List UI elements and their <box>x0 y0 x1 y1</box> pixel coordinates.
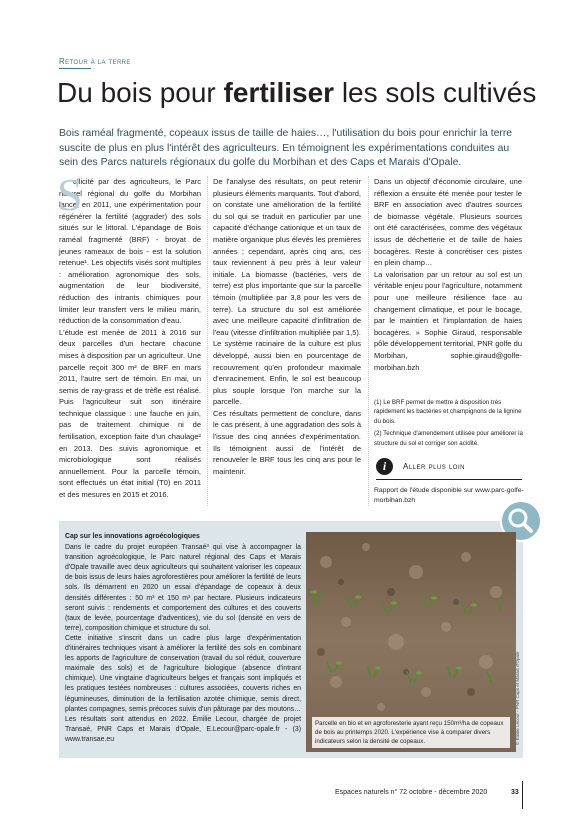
footnote: (1) Le BRF permet de mettre à disposition très rapidement les bactéries et champignons de la lignine du bois. <box>374 399 522 425</box>
paragraph: De l'analyse des résultats, on peut retenir plusieurs éléments marquants. Tout d'abord, on constate une amélioration de la fertilité du sol qui se traduit en particulier par une capacité d'échange cationique et un taux de matière organique plus élevés les premières années ; cependant, après cinq ans, ces taux reviennent à peu près à leur valeur initiale. La biomasse (bactéries, vers de terre) est plus importante que sur la parcelle témoin (multipliée par 3,8 pour les vers de terre). La structure du sol est améliorée avec une meilleure capacité d'infiltration de l'eau (vitesse d'infiltration multipliée par 1,5). Le système racinaire de la culture est plus développé, aussi bien en pourcentage de recouvrement qu'en profondeur maximale d'enracinement. Enfin, le sol est beaucoup plus souple lorsque l'on marche sur la parcelle. <box>213 177 361 407</box>
drop-cap: S <box>57 169 83 220</box>
article-title <box>57 76 537 110</box>
footnote: (2) Technique d'amendement utilisée pour améliorer la structure du sol et corriger son acidité. <box>374 430 523 447</box>
paragraph: Ces résultats permettent de conclure, dans le cas présent, à une aggradation des sols à l'issue des cinq années d'expérimentation. Ils témoignent aussi de l'intérêt de renouveler le BRF tous les cinq ans pour le maintenir. <box>213 408 361 476</box>
paragraph: L'étude est menée de 2011 à 2016 sur deux parcelles d'un hectare chacune mises à disposition par un agriculteur. Une parcelle reçoit 300 m² de BRF en mars 2011, l'autre sert de témoin. En mai, un semis de ray-grass et de trèfle est réalisé. Puis l'agriculteur suit son itinéraire technique classique : une fauche en juin, pas de traitement chimique ni de fertilisation, exception faite d'un chaulage² en 2013. Des suivis agronomique et microbiologique sont réalisés annuellement. Pour la parcelle témoin, sont effectués un état initial (T0) en 2011 et des mesures en 2015 et 2016. <box>59 327 201 500</box>
info-icon: i <box>376 458 393 475</box>
paragraph: Cette initiative s'inscrit dans un cadre plus large d'expérimentation d'itinéraires techniques visant à améliorer la fertilité des sols en combinant les apports de l'agriculture de conservation (travail du sol réduit, couverture maximale des sols) et de l'agriculture biologique (absence d'intrant chimique). Une vingtaine d'agriculteurs belges et français sont impliqués et les pratiques testées nombreuses : cultures associées, couverts riches en légumineuses, diminution de la fertilisation azotée chimique, semis direct, plantes compagnes, semis précoces suivis d'un pâturage par des moutons… Les résultats sont attendus en 2022. Émilie Lecour, chargée de projet Transaé, PNR Caps et Marais d'Opale, E.Lecour@parc-opale.fr - (3) www.transae.eu <box>65 634 301 743</box>
rubric-underline <box>59 68 91 69</box>
paragraph: Dans le cadre du projet européen Transaé³ qui vise à accompagner la transition agroécologique, le Parc naturel régional des Caps et Marais d'Opale travaille avec deux agriculteurs qui souhaitent valoriser les copeaux de bois issus de leurs haies agroforestières pour améliorer la fertilité de leurs sols. Ils démarrent en 2020 un essai d'épandage de copeaux à deux densités différentes : 50 m³ et 150 m³ par hectare. Plusieurs indicateurs seront suivis : rendements et comportement des cultures et des couverts (taux de levée, pourcentage d'adventices), vie du sol (densité en vers de terre), composition chimique et structure du sol. <box>65 544 301 632</box>
further-reading-rule <box>376 479 522 480</box>
page-number: 33 <box>511 789 519 796</box>
article-column-1 <box>57 169 201 501</box>
paragraph: La valorisation par un retour au sol est un véritable enjeu pour l'agriculture, notamment pour une meilleure résilience face au changement climatique, et pour le bocage, par le maintien et l'implantation de haies bocagères. » Sophie Giraud, responsable pôle développement territorial, PNR golfe du Morbihan, sophie.giraud@golfe-morbihan.bzh <box>374 269 522 372</box>
article-lead: Bois raméal fragmenté, copeaux issus de taille de haies…, l'utilisation du bois pour enrichir la terre suscite de plus en plus l'intérêt des agriculteurs. En témoignent les expérimentations conduites au sein des Parcs naturels régionaux du golfe du Morbihan et des Caps et Marais d'Opale. <box>59 128 513 168</box>
further-reading-title: Aller plus loin <box>403 462 465 471</box>
section-rubric: Retour à la terre <box>59 57 131 66</box>
footer-rule <box>522 781 523 809</box>
title-part-1: Du bois pour <box>57 77 224 108</box>
column-divider <box>207 176 208 506</box>
further-reading-text: Rapport de l'étude disponible sur www.parc-golfe-morbihan.bzh <box>374 487 524 504</box>
photo-credit: © Emilie Lecour - PNR Caps et Marais d'Opale <box>515 651 520 745</box>
title-part-2: les sols cultivés <box>334 77 537 108</box>
paragraph: Dans un objectif d'économie circulaire, une réflexion a ensuite été menée pour tester le BRF en association avec d'autres sources de biomasse végétale. Plusieurs sources ont été caractérisées, comme des végétaux issus de déchetterie et de taille de haies bocagères. Reste à concrétiser ces pistes en plein champ… <box>374 177 522 268</box>
article-column-3 <box>374 176 522 373</box>
sidebar-text <box>65 532 301 745</box>
footer-magazine: Espaces naturels n° 72 octobre - décembre 2020 <box>335 789 488 796</box>
article-column-2 <box>213 176 361 477</box>
title-bold-word: fertiliser <box>223 77 335 108</box>
footnotes <box>374 398 524 451</box>
paragraph: ollicité par des agriculteurs, le Parc naturel régional du golfe du Morbihan lance, en 2011, une expérimentation pour régénérer la fertilité (aggrader) des sols situés sur le littoral. L'épandage de Bois raméal fragmenté (BRF) - broyat de jeunes rameaux de bois - est la solution retenue¹. Les objectifs visés sont multiples : amélioration agronomique des sols, augmentation de leur biodiversité, réduction des intrants chimiques pour limiter leur transfert vers le milieu marin, réduction de la consommation d'eau. <box>59 177 201 326</box>
photo-caption: Parcelle en bio et en agroforesterie ayant reçu 150m³/ha de copeaux de bois au printemps 2020. L'expérience vise à comparer divers indicateurs selon la densité de copeaux. <box>312 717 510 748</box>
column-divider <box>368 176 369 506</box>
sidebar-heading: Cap sur les innovations agroécologiques <box>65 533 200 540</box>
